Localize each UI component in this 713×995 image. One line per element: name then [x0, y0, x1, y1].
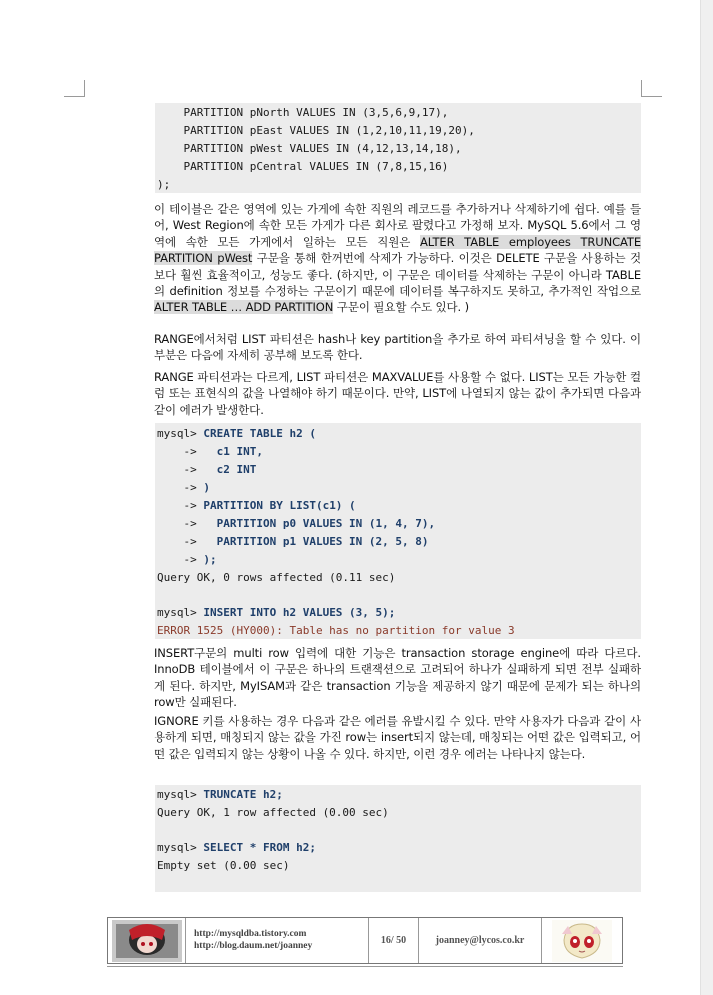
margin-crop-mark-right	[641, 80, 662, 97]
paragraph-ignore-keyword: IGNORE 키를 사용하는 경우 다음과 같은 에러를 유발시킬 수 있다. 만약 사용자가 다음과 같이 사용하게 되면, 매칭되지 않는 값을 가진 row는 insert되지 않는데, 매칭되는 어떤 값은 입력되고, 어떤 값은 입력되지 않는 상황이 나올 수 있다. 하지만, 이런 경우 에러는 나타나지 않는다.	[154, 714, 641, 761]
footer-divider	[107, 966, 623, 967]
paragraph-truncate-partition: 이 테이블은 같은 영역에 있는 가게에 속한 직원의 레코드를 추가하거나 삭제하기에 쉽다. 예를 들어, West Region에 속한 모든 가게가 다른 회사로 팔렸다고 가정해 보자. MySQL 5.6에서 그 영역에 속한 모든 가게에서 일하는 모든 직원은 ALTER TABLE employees TRUNCATE PARTITION pWest 구문을 통해 한꺼번에 삭제가 가능하다. 이것은 DELETE 구문을 사용하는 것보다 훨씬 효율적이고, 성능도 좋다. (하지만, 이 구문은 데이터를 삭제하는 구문이 아니라 TABLE의 definition 정보를 수정하는 구문이기 때문에 데이터를 복구하지도 못하고, 추가적인 작업으로 ALTER TABLE … ADD PARTITION 구문이 필요할 수도 있다. )	[154, 202, 641, 315]
character-avatar-icon	[552, 920, 612, 962]
query-result: Empty set (0.00 sec)	[157, 859, 290, 872]
inline-code-highlight: ALTER TABLE … ADD PARTITION	[154, 300, 334, 315]
paragraph-list-subpartition: RANGE에서처럼 LIST 파티션은 hash나 key partition을 추가로 하여 파티셔닝을 할 수 있다. 이 부분은 다음에 자세히 공부해 보도록 한다.	[154, 332, 641, 363]
code-line: -> PARTITION p0 VALUES IN (1, 4, 7),	[157, 517, 436, 530]
vertical-scrollbar[interactable]	[700, 0, 713, 995]
code-line: PARTITION pNorth VALUES IN (3,5,6,9,17),	[157, 106, 449, 119]
paragraph-multi-row-insert: INSERT구문의 multi row 입력에 대한 기능은 transaction storage engine에 따라 다르다. InnoDB 테이블에서 이 구문은 하나의 트랜잭션으로 고려되어 하나가 실패하게 되면 전부 실패하게 된다. 하지만, MyISAM과 같은 transaction 기능을 제공하지 않기 때문에 문제가 되는 하나의 row만 실패된다.	[154, 646, 641, 710]
code-block-truncate	[155, 785, 641, 892]
error-message: ERROR 1525 (HY000): Table has no partition for value 3	[157, 624, 515, 637]
footer-logo	[108, 918, 186, 963]
code-block-create-table	[155, 423, 641, 639]
code-line: );	[157, 178, 171, 191]
margin-crop-mark-left	[64, 80, 85, 97]
query-result: Query OK, 1 row affected (0.00 sec)	[157, 806, 389, 819]
code-line: -> );	[157, 553, 217, 566]
code-line: mysql> INSERT INTO h2 VALUES (3, 5);	[157, 606, 396, 619]
footer-link-tistory[interactable]: http://mysqldba.tistory.com	[194, 929, 307, 939]
code-line: PARTITION pWest VALUES IN (4,12,13,14,18),	[157, 142, 462, 155]
code-line: -> )	[157, 481, 210, 494]
code-line: PARTITION pCentral VALUES IN (7,8,15,16)	[157, 160, 449, 173]
code-line: mysql> TRUNCATE h2;	[157, 788, 283, 801]
code-line: mysql> SELECT * FROM h2;	[157, 841, 316, 854]
query-result: Query OK, 0 rows affected (0.11 sec)	[157, 571, 396, 584]
code-line: -> c2 INT	[157, 463, 257, 476]
paragraph-maxvalue: RANGE 파티션과는 다르게, LIST 파티션은 MAXVALUE를 사용할 수 없다. LIST는 모든 가능한 컬럼 또는 표현식의 값을 나열해야 하기 때문이다. 만약, LIST에 나열되지 않는 값이 추가되면 다음과 같이 에러가 발생한다.	[154, 370, 641, 417]
code-line: -> PARTITION BY LIST(c1) (	[157, 499, 356, 512]
code-line: PARTITION pEast VALUES IN (1,2,10,11,19,20),	[157, 124, 475, 137]
character-logo-icon	[112, 920, 182, 962]
footer-avatar	[542, 918, 622, 963]
code-line: mysql> CREATE TABLE h2 (	[157, 427, 316, 440]
footer-email[interactable]: joanney@lycos.co.kr	[419, 918, 542, 963]
inline-code-highlight: ALTER TABLE employees TRUNCATE PARTITION pWest	[154, 234, 641, 266]
footer-links	[186, 918, 369, 963]
code-line: -> PARTITION p1 VALUES IN (2, 5, 8)	[157, 535, 429, 548]
page-footer	[107, 917, 623, 964]
footer-link-daum[interactable]: http://blog.daum.net/joanney	[194, 941, 313, 951]
code-block-partition-list	[155, 103, 641, 193]
page-number: 16/ 50	[369, 918, 419, 963]
code-line: -> c1 INT,	[157, 445, 263, 458]
